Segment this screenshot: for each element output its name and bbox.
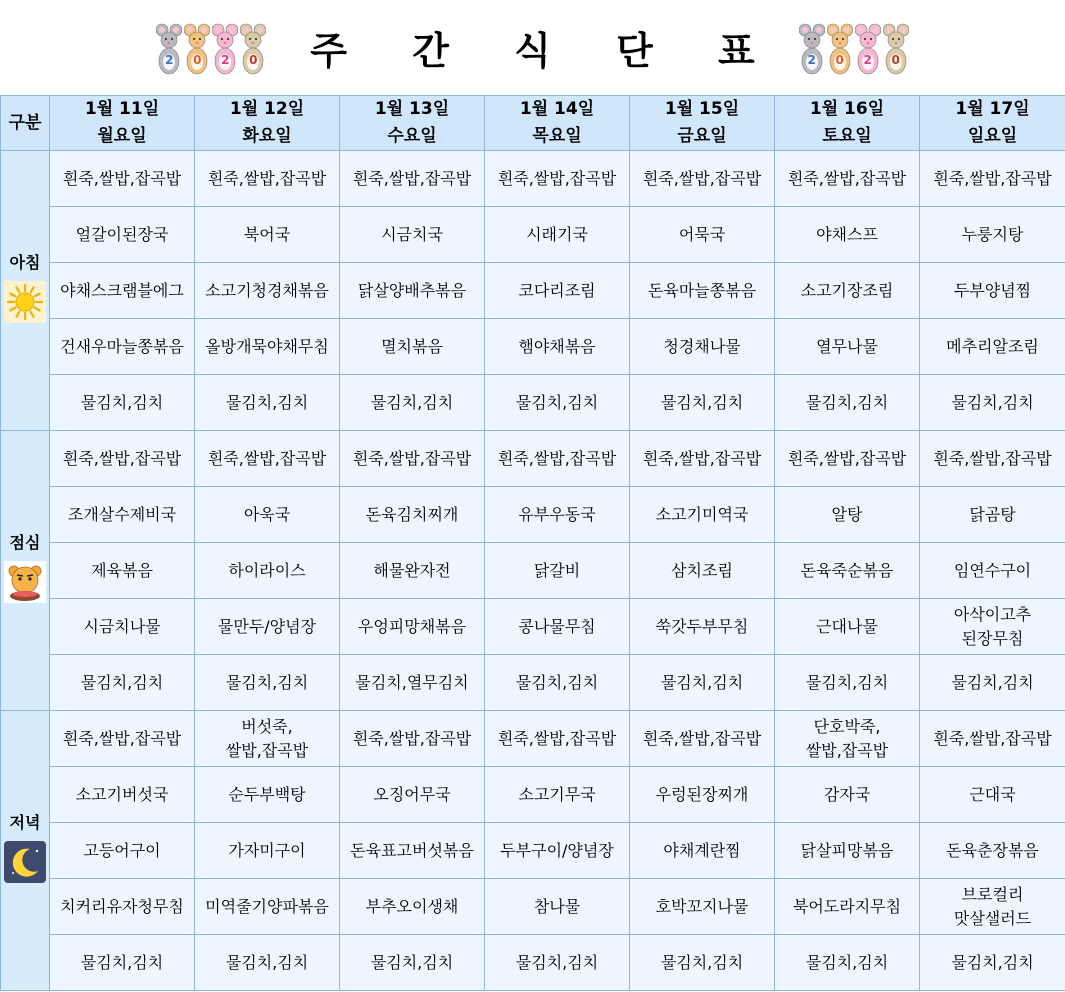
menu-cell: [485, 879, 630, 935]
menu-item: 멸치볶음: [381, 336, 443, 356]
menu-item: 물김치,김치: [951, 392, 1034, 412]
menu-cell: [485, 935, 630, 991]
menu-cell: [340, 151, 485, 207]
menu-cell: [50, 823, 195, 879]
menu-item: 두부구이/양념장: [500, 840, 614, 860]
menu-cell: [340, 767, 485, 823]
menu-cell: [485, 487, 630, 543]
mice-illustration-right: [799, 18, 909, 78]
day-weekday: 금요일: [677, 126, 727, 146]
menu-item: 유부우동국: [518, 504, 596, 524]
menu-item: 흰죽,쌀밥,잡곡밥: [933, 168, 1052, 188]
menu-cell: [630, 767, 775, 823]
menu-item: 소고기청경채볶음: [205, 280, 329, 300]
day-weekday: 화요일: [242, 126, 292, 146]
menu-row: [1, 319, 1065, 375]
menu-item: 흰죽,쌀밥,잡곡밥: [62, 728, 182, 748]
menu-item: 흰죽,쌀밥,잡곡밥: [787, 168, 907, 188]
menu-row: [1, 431, 1065, 487]
menu-cell: [485, 711, 630, 767]
menu-cell: [195, 375, 340, 431]
menu-cell: [485, 431, 630, 487]
menu-cell: [50, 151, 195, 207]
meal-category: [1, 151, 50, 431]
menu-item: 물김치,김치: [951, 672, 1034, 692]
menu-row: [1, 767, 1065, 823]
mouse-digit: 2: [221, 52, 230, 67]
menu-item: 야채스프: [816, 224, 878, 244]
menu-row: [1, 487, 1065, 543]
menu-item: 닭곰탕: [969, 504, 1016, 524]
menu-item: 흰죽,쌀밥,잡곡밥: [787, 448, 907, 468]
menu-cell: [50, 263, 195, 319]
menu-item: 야채계란찜: [663, 840, 741, 860]
menu-cell: [630, 487, 775, 543]
menu-item: 물김치,김치: [805, 672, 889, 692]
menu-cell: [775, 151, 920, 207]
menu-cell: [920, 263, 1065, 319]
menu-item-line: 된장무침: [961, 628, 1024, 648]
meal-label: 아침: [9, 253, 41, 272]
menu-item: 누룽지탕: [961, 224, 1024, 244]
menu-cell: [340, 375, 485, 431]
menu-item: 쑥갓두부무침: [655, 616, 749, 636]
day-date: 1월 12일: [229, 99, 305, 119]
menu-cell: [340, 879, 485, 935]
mouse-icon: [184, 22, 210, 78]
day-header: [50, 96, 195, 151]
mouse-digit: 0: [193, 52, 202, 67]
menu-item: 어묵국: [678, 224, 726, 244]
menu-item: 돈육김치찌개: [365, 504, 459, 524]
mouse-icon: [156, 22, 182, 78]
menu-item: 얼갈이된장국: [75, 224, 169, 244]
menu-row: [1, 823, 1065, 879]
menu-row: [1, 207, 1065, 263]
menu-item: 메추리알조림: [946, 336, 1039, 356]
menu-item: 북어국: [243, 224, 291, 244]
menu-item: 물김치,김치: [660, 392, 744, 412]
day-date: 1월 11일: [84, 99, 160, 119]
menu-item: 물김치,김치: [951, 952, 1034, 972]
menu-cell: [50, 207, 195, 263]
day-date: 1월 13일: [374, 99, 450, 119]
menu-item: 물김치,김치: [370, 952, 454, 972]
mouse-digit: 2: [807, 52, 816, 67]
menu-item: 물김치,김치: [660, 672, 744, 692]
mouse-digit: 0: [835, 52, 844, 67]
menu-cell: [920, 599, 1065, 655]
menu-item: 흰죽,쌀밥,잡곡밥: [352, 448, 472, 468]
day-weekday: 월요일: [97, 126, 147, 146]
day-header: [920, 96, 1065, 151]
menu-item: 흰죽,쌀밥,잡곡밥: [497, 448, 617, 468]
menu-cell: [50, 767, 195, 823]
menu-cell: [340, 263, 485, 319]
menu-cell: [775, 319, 920, 375]
menu-item: 근대국: [969, 784, 1016, 804]
category-header: 구분: [1, 96, 50, 151]
menu-item-line: 맛살샐러드: [953, 908, 1032, 928]
mouse-digit: 0: [891, 52, 900, 67]
menu-cell: [195, 319, 340, 375]
menu-item: 물김치,김치: [225, 392, 309, 412]
menu-row: [1, 879, 1065, 935]
menu-row: [1, 263, 1065, 319]
menu-item: 물김치,김치: [515, 672, 599, 692]
day-date: 1월 17일: [955, 99, 1030, 119]
menu-item: 흰죽,쌀밥,잡곡밥: [933, 728, 1052, 748]
menu-cell: [775, 767, 920, 823]
menu-cell: [485, 207, 630, 263]
menu-cell: [485, 375, 630, 431]
menu-cell: [630, 263, 775, 319]
menu-item: 감자국: [823, 784, 871, 804]
day-date: 1월 16일: [809, 99, 885, 119]
sun-icon: [4, 281, 46, 323]
menu-cell: [775, 711, 920, 767]
menu-cell: [195, 263, 340, 319]
page-title: 주 간 식 단 표: [310, 29, 781, 73]
mouse-icon: [212, 22, 238, 78]
day-date: 1월 14일: [519, 99, 595, 119]
menu-cell: [775, 823, 920, 879]
menu-cell: [195, 151, 340, 207]
menu-item: 치커리유자청무침: [60, 896, 184, 916]
menu-item: 소고기무국: [518, 784, 596, 804]
mouse-icon: [799, 22, 825, 78]
menu-cell: [195, 655, 340, 711]
menu-item: 흰죽,쌀밥,잡곡밥: [207, 448, 327, 468]
menu-item: 알탕: [831, 504, 863, 524]
menu-cell: [50, 487, 195, 543]
menu-item: 흰죽,쌀밥,잡곡밥: [352, 728, 472, 748]
menu-cell: [485, 599, 630, 655]
menu-cell: [630, 319, 775, 375]
menu-item: 북어도라지무침: [792, 896, 902, 916]
menu-item: 돈육춘장볶음: [946, 840, 1039, 860]
menu-item: 흰죽,쌀밥,잡곡밥: [497, 168, 617, 188]
menu-cell: [630, 823, 775, 879]
menu-item: 닭살양배추볶음: [357, 280, 467, 300]
menu-cell: [920, 431, 1065, 487]
menu-item: 흰죽,쌀밥,잡곡밥: [62, 448, 182, 468]
menu-item: 흰죽,쌀밥,잡곡밥: [352, 168, 472, 188]
menu-cell: [340, 711, 485, 767]
menu-cell: [50, 375, 195, 431]
menu-cell: [920, 151, 1065, 207]
menu-item: 물김치,김치: [80, 952, 164, 972]
menu-item: 콩나물무침: [518, 616, 596, 636]
menu-cell: [775, 431, 920, 487]
menu-cell: [195, 711, 340, 767]
menu-cell: [630, 431, 775, 487]
menu-cell: [920, 487, 1065, 543]
mouse-icon: [240, 22, 266, 78]
day-weekday: 수요일: [387, 126, 437, 146]
menu-item: 조개살수제비국: [67, 504, 177, 524]
menu-item-line: 아삭이고추: [953, 604, 1032, 624]
menu-cell: [775, 487, 920, 543]
mouse-digit: 2: [165, 52, 174, 67]
menu-item: 닭살피망볶음: [800, 840, 894, 860]
menu-item: 닭갈비: [533, 560, 581, 580]
menu-item: 미역줄기양파볶음: [205, 896, 329, 916]
menu-item: 흰죽,쌀밥,잡곡밥: [62, 168, 182, 188]
menu-cell: [775, 655, 920, 711]
menu-item-line: 쌀밥,잡곡밥: [225, 740, 309, 760]
menu-item: 열무나물: [816, 336, 878, 356]
menu-cell: [920, 207, 1065, 263]
menu-item: 아욱국: [243, 504, 291, 524]
menu-cell: [920, 375, 1065, 431]
day-header: [485, 96, 630, 151]
menu-item: 물김치,김치: [80, 392, 164, 412]
menu-cell: [195, 543, 340, 599]
menu-item: 순두부백탕: [228, 784, 306, 804]
menu-item: 오징어무국: [373, 784, 451, 804]
menu-cell: [195, 767, 340, 823]
menu-item: 시래기국: [526, 224, 588, 244]
menu-cell: [50, 655, 195, 711]
day-weekday: 토요일: [822, 126, 872, 146]
menu-item: 물김치,김치: [805, 952, 889, 972]
menu-body: [1, 151, 1065, 991]
menu-cell: [50, 599, 195, 655]
menu-cell: [775, 207, 920, 263]
menu-cell: [340, 319, 485, 375]
moon-icon: [4, 841, 46, 883]
day-header: [340, 96, 485, 151]
menu-cell: [340, 655, 485, 711]
menu-item: 돈육마늘쫑볶음: [647, 280, 757, 300]
menu-cell: [340, 543, 485, 599]
menu-cell: [775, 599, 920, 655]
menu-cell: [195, 431, 340, 487]
menu-cell: [485, 823, 630, 879]
menu-item: 고등어구이: [83, 840, 161, 860]
menu-row: [1, 935, 1065, 991]
menu-cell: [920, 655, 1065, 711]
menu-item: 물김치,열무김치: [355, 672, 469, 692]
menu-cell: [340, 599, 485, 655]
menu-cell: [920, 711, 1065, 767]
day-header: [630, 96, 775, 151]
menu-item: 흰죽,쌀밥,잡곡밥: [642, 168, 762, 188]
menu-cell: [50, 711, 195, 767]
menu-item: 우렁된장찌개: [655, 784, 749, 804]
menu-cell: [195, 487, 340, 543]
menu-cell: [485, 767, 630, 823]
menu-cell: [775, 935, 920, 991]
character-lunch-icon: [4, 561, 46, 603]
menu-cell: [775, 879, 920, 935]
menu-cell: [920, 543, 1065, 599]
menu-cell: [340, 823, 485, 879]
menu-cell: [485, 151, 630, 207]
menu-cell: [50, 431, 195, 487]
menu-item: 흰죽,쌀밥,잡곡밥: [207, 168, 327, 188]
menu-item: 우엉피망채볶음: [357, 616, 467, 636]
menu-cell: [775, 375, 920, 431]
menu-cell: [630, 543, 775, 599]
menu-item: 물김치,김치: [225, 952, 309, 972]
menu-item: 임연수구이: [953, 560, 1032, 580]
menu-item: 돈육표고버섯볶음: [350, 840, 474, 860]
menu-cell: [920, 823, 1065, 879]
menu-cell: [340, 431, 485, 487]
menu-cell: [195, 599, 340, 655]
menu-cell: [920, 935, 1065, 991]
menu-item-line: 쌀밥,잡곡밥: [805, 740, 889, 760]
menu-item: 참나물: [533, 896, 581, 916]
menu-row: [1, 375, 1065, 431]
menu-cell: [50, 935, 195, 991]
day-header: [195, 96, 340, 151]
menu-cell: [920, 767, 1065, 823]
menu-cell: [630, 879, 775, 935]
menu-cell: [775, 543, 920, 599]
menu-item: 청경채나물: [663, 336, 741, 356]
menu-item: 소고기장조림: [800, 280, 894, 300]
menu-item: 가자미구이: [228, 840, 306, 860]
menu-item: 제육볶음: [91, 560, 153, 580]
menu-item: 흰죽,쌀밥,잡곡밥: [933, 448, 1052, 468]
menu-item: 물김치,김치: [660, 952, 744, 972]
menu-item: 삼치조림: [671, 560, 733, 580]
menu-cell: [630, 655, 775, 711]
menu-row: [1, 151, 1065, 207]
mice-illustration-left: [156, 18, 266, 78]
menu-cell: [630, 207, 775, 263]
menu-item-line: 브로컬리: [961, 884, 1024, 904]
menu-row: [1, 599, 1065, 655]
menu-item: 소고기미역국: [655, 504, 749, 524]
menu-cell: [50, 543, 195, 599]
day-weekday: 일요일: [967, 126, 1018, 146]
meal-label: 점심: [9, 533, 41, 552]
menu-cell: [485, 319, 630, 375]
mouse-digit: 0: [249, 52, 258, 67]
menu-item: 물만두/양념장: [217, 616, 317, 636]
menu-cell: [50, 879, 195, 935]
menu-item: 야채스크램블에그: [60, 280, 184, 300]
menu-row: [1, 655, 1065, 711]
menu-item: 코다리조림: [518, 280, 596, 300]
menu-cell: [195, 935, 340, 991]
menu-cell: [920, 879, 1065, 935]
menu-item: 돈육죽순볶음: [800, 560, 894, 580]
menu-item: 해물완자전: [373, 560, 451, 580]
title-bar: [0, 0, 1065, 95]
meal-category: [1, 711, 50, 991]
menu-item: 건새우마늘쫑볶음: [60, 336, 184, 356]
menu-item: 하이라이스: [228, 560, 306, 580]
menu-cell: [920, 319, 1065, 375]
mouse-icon: [827, 22, 853, 78]
menu-item: 물김치,김치: [805, 392, 889, 412]
menu-cell: [630, 711, 775, 767]
menu-item: 시금치나물: [83, 616, 161, 636]
menu-cell: [630, 375, 775, 431]
mouse-icon: [883, 22, 909, 78]
meal-label: 저녁: [9, 813, 41, 832]
menu-cell: [195, 207, 340, 263]
menu-item: 물김치,김치: [515, 392, 599, 412]
menu-cell: [630, 151, 775, 207]
menu-cell: [50, 319, 195, 375]
menu-cell: [485, 655, 630, 711]
menu-cell: [630, 935, 775, 991]
menu-item: 흰죽,쌀밥,잡곡밥: [497, 728, 617, 748]
menu-item-line: 단호박죽,: [813, 716, 881, 736]
day-header: [775, 96, 920, 151]
menu-item: 시금치국: [381, 224, 443, 244]
menu-item: 물김치,김치: [515, 952, 599, 972]
menu-row: [1, 711, 1065, 767]
weekly-menu-table: [0, 95, 1065, 991]
menu-cell: [485, 263, 630, 319]
mouse-digit: 2: [863, 52, 872, 67]
menu-item: 근대나물: [816, 616, 878, 636]
menu-item: 올방개묵야채무침: [205, 336, 329, 356]
menu-row: [1, 543, 1065, 599]
menu-item: 소고기버섯국: [75, 784, 169, 804]
mouse-icon: [855, 22, 881, 78]
menu-cell: [195, 879, 340, 935]
day-date: 1월 15일: [664, 99, 740, 119]
menu-item: 물김치,김치: [225, 672, 309, 692]
menu-cell: [340, 207, 485, 263]
menu-cell: [630, 599, 775, 655]
menu-cell: [775, 263, 920, 319]
menu-cell: [340, 935, 485, 991]
header-row: [1, 96, 1065, 151]
meal-category: [1, 431, 50, 711]
menu-item: 호박꼬지나물: [655, 896, 749, 916]
menu-item: 햄야채볶음: [518, 336, 596, 356]
menu-item: 흰죽,쌀밥,잡곡밥: [642, 728, 762, 748]
menu-item: 흰죽,쌀밥,잡곡밥: [642, 448, 762, 468]
menu-item: 물김치,김치: [370, 392, 454, 412]
menu-item: 두부양념찜: [953, 280, 1032, 300]
menu-item-line: 버섯죽,: [241, 716, 293, 736]
menu-item: 물김치,김치: [80, 672, 164, 692]
menu-cell: [195, 823, 340, 879]
menu-cell: [340, 487, 485, 543]
menu-item: 부추오이생채: [365, 896, 459, 916]
menu-cell: [485, 543, 630, 599]
day-weekday: 목요일: [532, 126, 582, 146]
